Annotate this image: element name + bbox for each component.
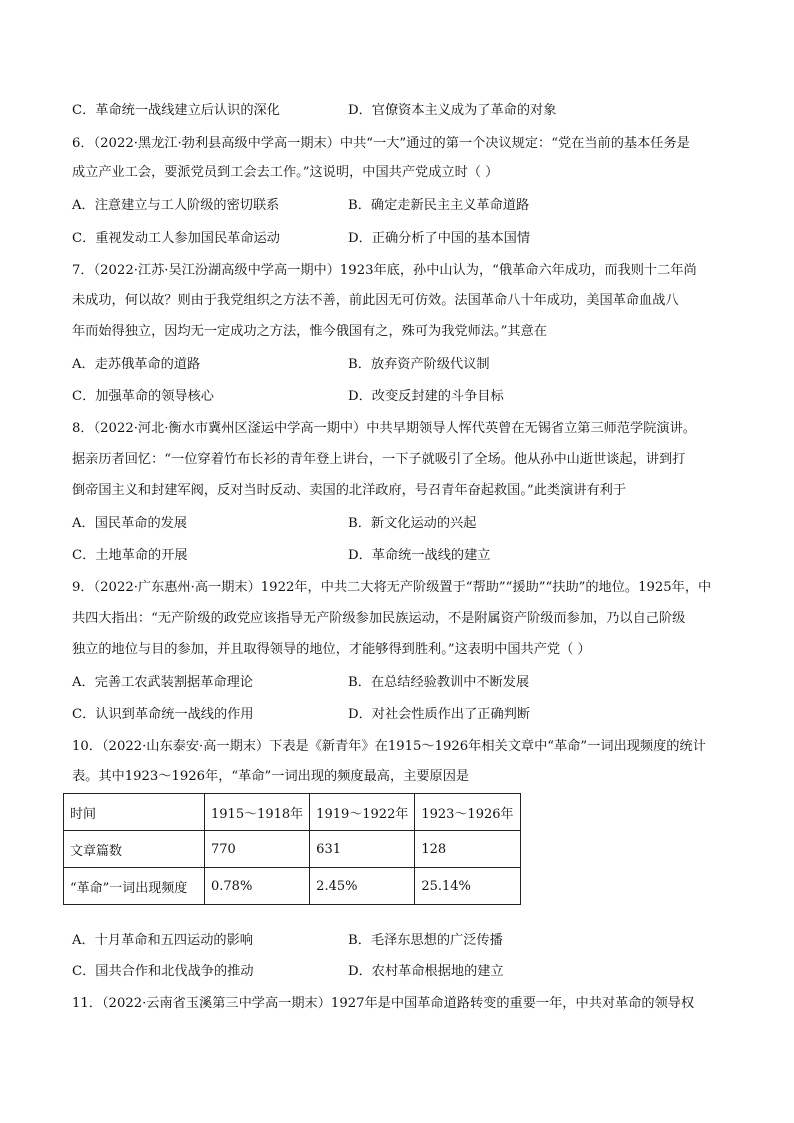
q7-stem-line3: 年而始得独立，因均无一定成功之方法，惟今俄国有之，殊可为我党师法。”其意在 [72,324,547,339]
q9-stem-line2: 共四大指出：“无产阶级的政党应该指导无产阶级参加民族运动，不是附属资产阶级而参加，乃以自己阶级 [72,611,686,626]
table-cell: “革命”一词出现频度 [64,868,205,905]
table-cell: 25.14% [415,868,520,905]
q6-option-a: A．注意建立与工人阶级的密切联系 [72,198,280,213]
q10-option-c: C．国共合作和北伐战争的推动 [72,964,254,979]
table-header-cell: 1915～1918年 [205,794,310,831]
q8-stem-line3: 倒帝国主义和封建军阀，反对当时反动、卖国的北洋政府，号召青年奋起救国。”此类演讲有利于 [72,483,627,498]
q9-option-d: D．对社会性质作出了正确判断 [348,707,531,722]
table-row [64,868,521,905]
q9-option-c: C．认识到革命统一战线的作用 [72,707,254,722]
table-cell: 128 [415,831,520,868]
table-cell: 0.78% [205,868,310,905]
q8-option-c: C．土地革命的开展 [72,548,188,563]
table-cell: 2.45% [310,868,415,905]
q8-option-b: B．新文化运动的兴起 [348,516,477,531]
q6-option-d: D．正确分析了中国的基本国情 [348,231,531,246]
revolution-frequency-table [63,793,521,905]
q8-option-a: A．国民革命的发展 [72,516,188,531]
table-header-cell: 1919～1922年 [310,794,415,831]
q10-stem-line2: 表。其中1923～1926年，“革命”一词出现的频度最高，主要原因是 [72,769,470,784]
q9-stem-line3: 独立的地位与目的参加，并且取得领导的地位，才能够得到胜利。”这表明中国共产党（ ） [72,642,591,657]
q8-option-d: D．革命统一战线的建立 [348,548,491,563]
q6-option-c: C．重视发动工人参加国民革命运动 [72,231,280,246]
q9-option-a: A．完善工农武装割据革命理论 [72,675,253,690]
q9-stem-line1: 9．（2022·广东惠州·高一期末）1922年，中共二大将无产阶级置于“帮助”“援助”“扶助”的地位。1925年，中 [72,580,712,595]
q6-option-b: B．确定走新民主主义革命道路 [348,198,530,213]
q10-stem-line1: 10．（2022·山东泰安·高一期末）下表是《新青年》在1915～1926年相关文章中“革命”一词出现频度的统计 [72,739,706,754]
q7-option-d: D．改变反封建的斗争目标 [348,389,504,404]
table-cell: 文章篇数 [64,831,205,868]
table-header-cell: 时间 [64,794,205,831]
q7-option-c: C．加强革命的领导核心 [72,389,214,404]
q10-option-b: B．毛泽东思想的广泛传播 [348,933,503,948]
q8-stem-line2: 据亲历者回忆：“一位穿着竹布长衫的青年登上讲台，一下子就吸引了全场。他从孙中山逝世谈起，讲到打 [72,452,686,467]
q8-stem-line1: 8．（2022·河北·衡水市冀州区滏运中学高一期中）中共早期领导人恽代英曾在无锡省立第三师范学院演讲。 [72,421,696,436]
q5-option-c: C．革命统一战线建立后认识的深化 [72,103,280,118]
q7-stem-line2: 未成功，何以故？则由于我党组织之方法不善，前此因无可仿效。法国革命八十年成功，美国革命血战八 [72,293,679,308]
q10-option-d: D．农村革命根据地的建立 [348,964,504,979]
q7-option-b: B．放弃资产阶级代议制 [348,357,490,372]
table-header-row [64,794,521,831]
q11-stem-line1: 11．（2022·云南省玉溪第三中学高一期末）1927年是中国革命道路转变的重要一年，中共对革命的领导权 [72,996,695,1011]
q7-stem-line1: 7．（2022·江苏·吴江汾湖高级中学高一期中）1923年底，孙中山认为，“俄革命六年成功，而我则十二年尚 [72,263,697,278]
q5-option-d: D．官僚资本主义成为了革命的对象 [348,103,557,118]
q6-stem-line2: 成立产业工会，要派党员到工会去工作。”这说明，中国共产党成立时（ ） [72,165,499,180]
q10-option-a: A．十月革命和五四运动的影响 [72,933,253,948]
table-cell: 631 [310,831,415,868]
table-cell: 770 [205,831,310,868]
q6-stem-line1: 6．（2022·黑龙江·勃利县高级中学高一期末）中共“一大”通过的第一个决议规定：“党在当前的基本任务是 [72,136,690,151]
table-row [64,831,521,868]
table-header-cell: 1923～1926年 [415,794,520,831]
q9-option-b: B．在总结经验教训中不断发展 [348,675,530,690]
q7-option-a: A．走苏俄革命的道路 [72,357,201,372]
